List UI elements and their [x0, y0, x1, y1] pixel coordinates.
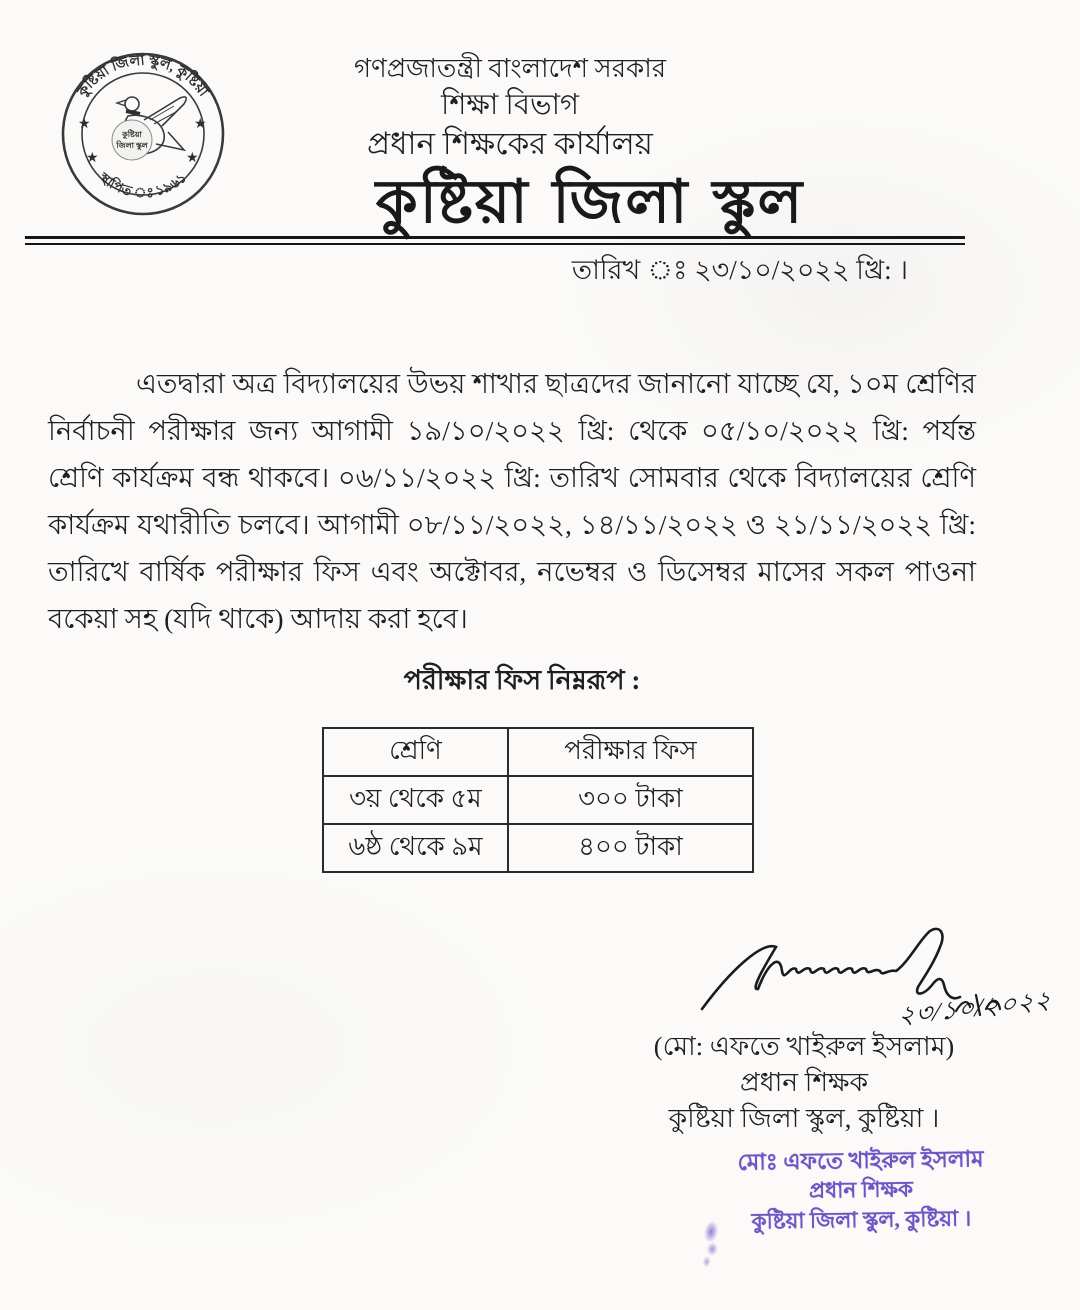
fees-table-header-fee: পরীক্ষার ফিস [508, 728, 753, 776]
stamp-title: প্রধান শিক্ষক [808, 1177, 914, 1203]
fees-table-header-row [323, 728, 753, 776]
signatory-title: প্রধান শিক্ষক [739, 1067, 869, 1097]
header-divider [25, 236, 965, 245]
table-row [323, 776, 753, 824]
letterhead [220, 52, 800, 164]
division-line: শিক্ষা বিভাগ [440, 89, 580, 121]
class-range-cell: ৩য় থেকে ৫ম [323, 776, 508, 824]
fee-amount-cell: ৪০০ টাকা [508, 824, 753, 872]
signatory-name: (মো: এফতে খাইরুল ইসলাম) [653, 1031, 955, 1061]
seal-bottom-arc-text: স্থাপিত ঃ ১৯৬১ [96, 169, 190, 201]
class-range-cell: ৬ষ্ঠ থেকে ৯ম [323, 824, 508, 872]
signatory-school: কুষ্টিয়া জিলা স্কুল, কুষ্টিয়া । [668, 1103, 940, 1133]
fees-heading: পরীক্ষার ফিস নিম্নরূপ : [403, 665, 641, 695]
signatory-block [628, 1028, 980, 1136]
signature-handwritten-date: ২৩/১০/২০২২ [897, 986, 1054, 1031]
office-stamp [709, 1144, 1012, 1237]
stamp-school: কুষ্টিয়া জিলা স্কুল, কুষ্টিয়া । [751, 1206, 972, 1234]
fee-amount-cell: ৩০০ টাকা [508, 776, 753, 824]
seal-inner-text-line1: কুষ্টিয়া [122, 130, 142, 139]
fees-table-header-class: শ্রেণি [323, 728, 508, 776]
notice-body-paragraph: এতদ্বারা অত্র বিদ্যালয়ের উভয় শাখার ছাত্রদের জানানো যাচ্ছে যে, ১০ম শ্রেণির নির্বাচনী পরীক্ষার জন্য আগামী ১৯/১০/২০২২ খ্রি: থেকে ০৫/১০/২০২২ খ্রি: পর্যন্ত শ্রেণি কার্যক্রম বন্ধ থাকবে। ০৬/১১/২০২২ খ্রি: তারিখ সোমবার থেকে বিদ্যালয়ের শ্রেণি কার্যক্রম যথারীতি চলবে। আগামী ০৮/১১/২০২২, ১৪/১১/২০২২ ও ২১/১১/২০২২ খ্রি: তারিখে বার্ষিক পরীক্ষার ফিস এবং অক্টোবর, নভেম্বর ও ডিসেম্বর মাসের সকল পাওনা বকেয়া সহ (যদি থাকে) আদায় করা হবে। [48, 368, 976, 634]
stamp-ink-blob [692, 1218, 731, 1271]
seal-inner-text-line2: জিলা স্কুল [116, 141, 148, 150]
fees-table [322, 727, 754, 873]
stamp-name: মোঃ এফতে খাইরুল ইসলাম [737, 1146, 984, 1175]
office-line: প্রধান শিক্ষকের কার্যালয় [367, 126, 653, 161]
star-icon: ★ [86, 151, 99, 166]
star-icon: ★ [78, 117, 91, 132]
star-icon: ★ [194, 117, 207, 132]
date-line: তারিখ ঃ ২৩/১০/২০২২ খ্রি: । [571, 255, 908, 285]
star-icon: ★ [186, 151, 199, 166]
school-name-title: কুষ্টিয়া জিলা স্কুল [375, 167, 805, 237]
table-row [323, 824, 753, 872]
government-line: গণপ্রজাতন্ত্রী বাংলাদেশ সরকার [353, 54, 667, 83]
seal-top-arc-text: কুষ্টিয়া জিলা স্কুল, কুষ্টিয়া [74, 52, 212, 100]
